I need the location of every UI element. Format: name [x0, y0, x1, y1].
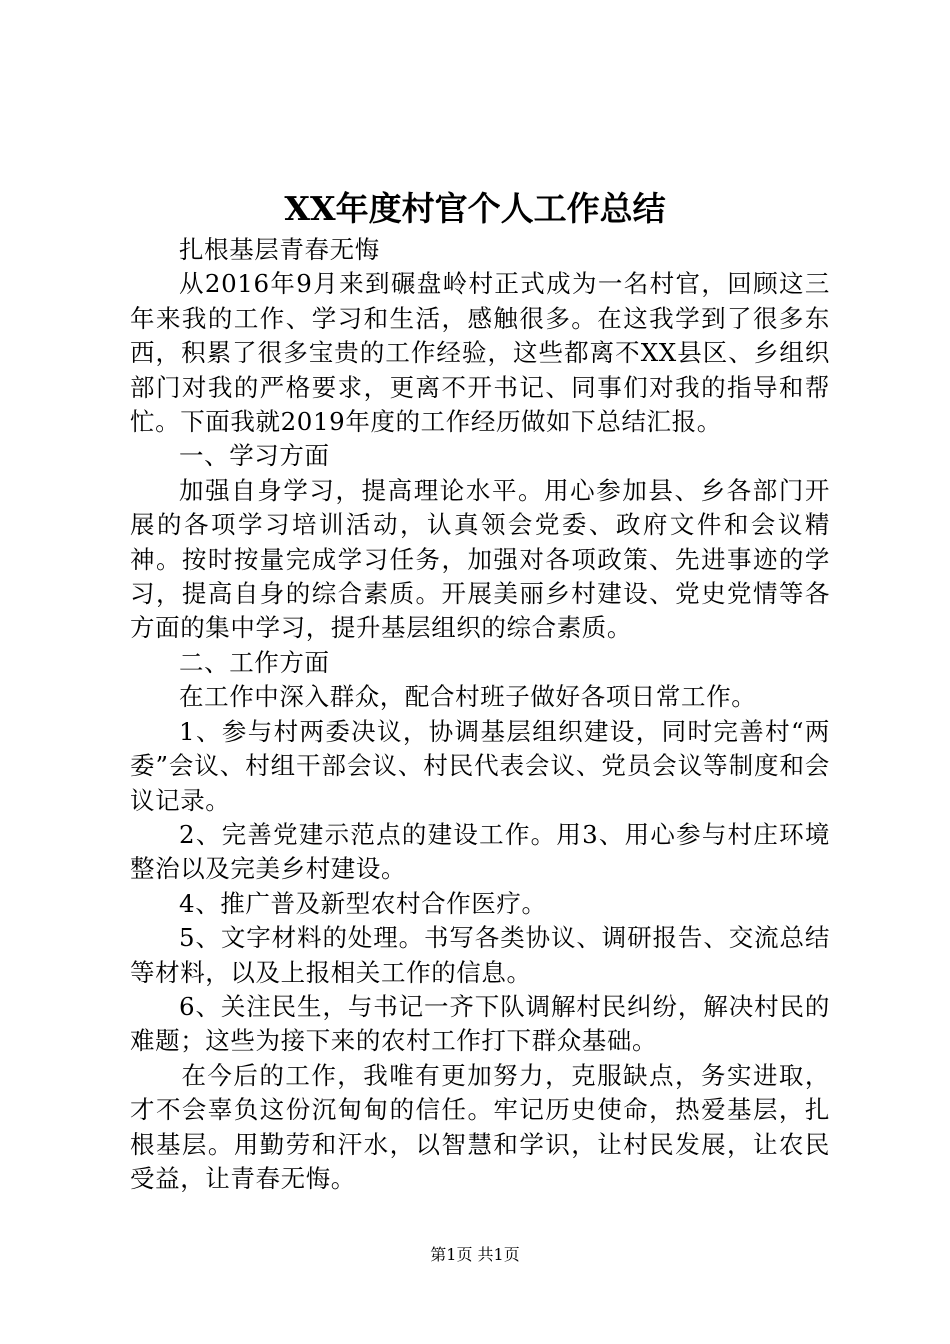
section-heading-study: 一、学习方面: [179, 441, 330, 471]
work-item-2-3: 2、完善党建示范点的建设工作。用3、用心参与村庄环境整治以及完美乡村建设。: [130, 819, 830, 884]
intro-paragraph: 从2016年9月来到碾盘岭村正式成为一名村官，回顾这三年来我的工作、学习和生活，感触很多。在这我学到了很多东西，积累了很多宝贵的工作经验，这些都离不XX县区、乡组织部门对我的严格要求，更离不开书记、同事们对我的指导和帮忙。下面我就2019年度的工作经历做如下总结汇报。: [130, 269, 830, 437]
section-heading-work: 二、工作方面: [179, 647, 330, 677]
work-item-5: 5、文字材料的处理。书写各类协议、调研报告、交流总结等材料，以及上报相关工作的信息。: [130, 923, 830, 987]
subtitle-paragraph: 扎根基层青春无悔: [179, 235, 380, 264]
work-item-1: 1、参与村两委决议，协调基层组织建设，同时完善村“两委”会议、村组干部会议、村民代表会议、党员会议等制度和会议记录。: [130, 716, 830, 815]
study-paragraph: 加强自身学习，提高理论水平。用心参加县、乡各部门开展的各项学习培训活动，认真领会党委、政府文件和会议精神。按时按量完成学习任务，加强对各项政策、先进事迹的学习，提高自身的综合素质。开展美丽乡村建设、党史党情等各方面的集中学习，提升基层组织的综合素质。: [130, 475, 830, 643]
work-intro-paragraph: 在工作中深入群众，配合村班子做好各项日常工作。: [179, 682, 757, 712]
closing-paragraph: 在今后的工作，我唯有更加努力，克服缺点，务实进取，才不会辜负这份沉甸甸的信任。牢记历史使命，热爱基层，扎根基层。用勤劳和汗水，以智慧和学识，让村民发展，让农民受益，让青春无悔。: [130, 1060, 830, 1193]
work-item-4: 4、推广普及新型农村合作医疗。: [179, 888, 547, 918]
work-item-6: 6、关注民生，与书记一齐下队调解村民纠纷，解决村民的难题；这些为接下来的农村工作打下群众基础。: [130, 991, 830, 1056]
document-title: XX年度村官个人工作总结: [284, 189, 666, 228]
document-body: [130, 233, 830, 1196]
page-number-footer: 第1页 共1页: [430, 1245, 520, 1264]
